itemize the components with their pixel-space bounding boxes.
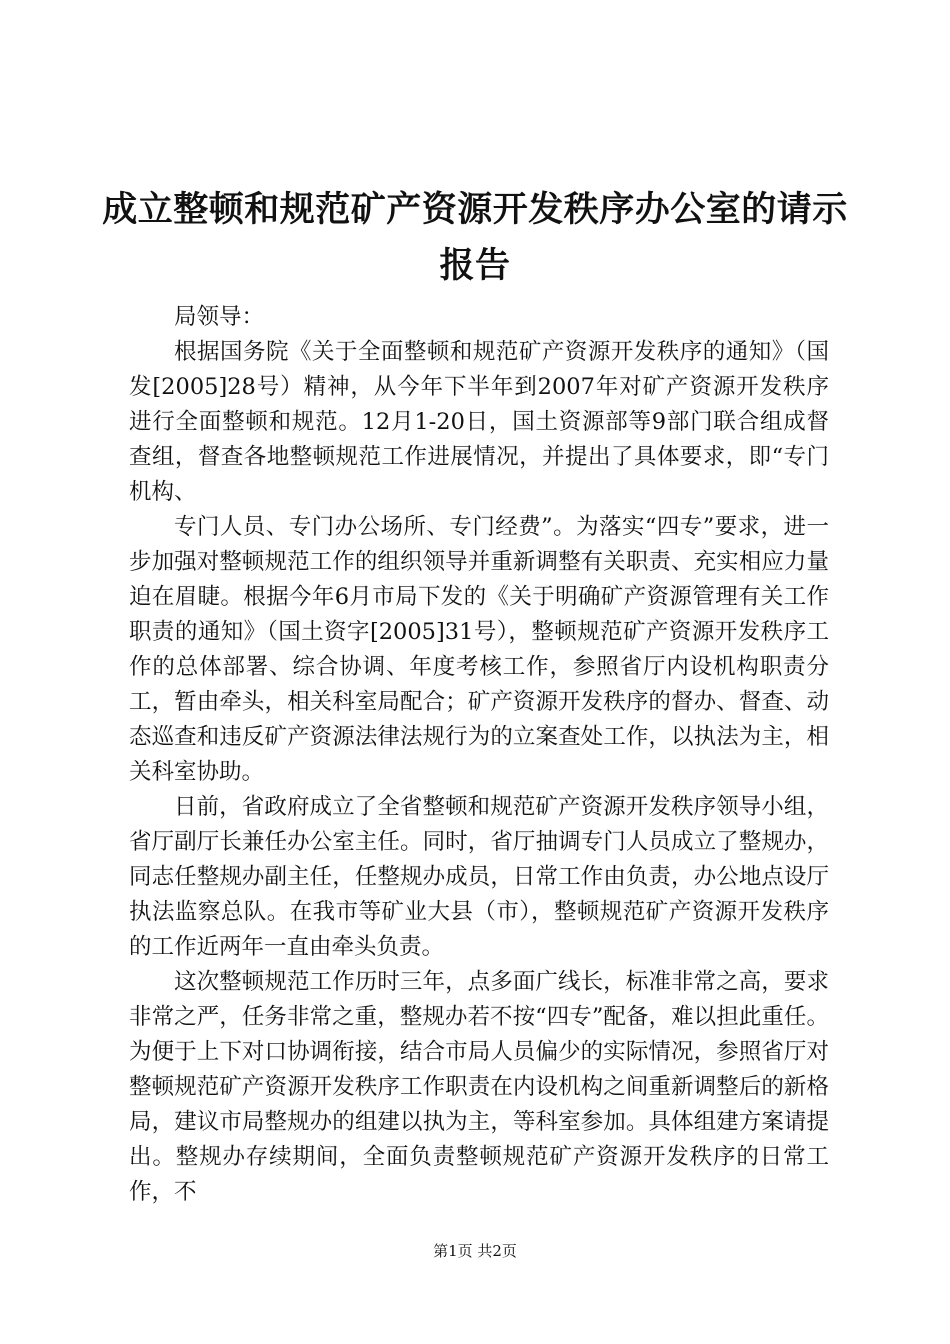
page-number: 第1页 共2页 xyxy=(433,1242,517,1260)
page-footer xyxy=(0,1241,950,1261)
paragraph-1: 根据国务院《关于全面整顿和规范矿产资源开发秩序的通知》（国发[2005]28号）精神，从今年下半年到2007年对矿产资源开发秩序进行全面整顿和规范。12月1-20日，国土资源部等9部门联合组成督查组，督查各地整顿规范工作进展情况，并提出了具体要求，即“专门机构、 xyxy=(129,339,829,505)
paragraph-3: 日前，省政府成立了全省整顿和规范矿产资源开发秩序领导小组，省厅副厅长兼任办公室主任。同时，省厅抽调专门人员成立了整规办，同志任整规办副主任，任整规办成员，日常工作由负责，办公地点设厅执法监察总队。在我市等矿业大县（市），整顿规范矿产资源开发秩序的工作近两年一直由牵头负责。 xyxy=(129,794,829,960)
document-body xyxy=(129,300,829,1210)
paragraph-4: 这次整顿规范工作历时三年，点多面广线长，标准非常之高，要求非常之严，任务非常之重，整规办若不按“四专”配备，难以担此重任。为便于上下对口协调衔接，结合市局人员偏少的实际情况，参照省厅对整顿规范矿产资源开发秩序工作职责在内设机构之间重新调整后的新格局，建议市局整规办的组建以执为主，等科室参加。具体组建方案请提出。整规办存续期间，全面负责整顿规范矿产资源开发秩序的日常工作，不 xyxy=(129,969,829,1205)
salutation: 局领导： xyxy=(174,304,265,330)
paragraph-2: 专门人员、专门办公场所、专门经费”。为落实“四专”要求，进一步加强对整顿规范工作的组织领导并重新调整有关职责、充实相应力量迫在眉睫。根据今年6月市局下发的《关于明确矿产资源管理有关工作职责的通知》（国土资字[2005]31号），整顿规范矿产资源开发秩序工作的总体部署、综合协调、年度考核工作，参照省厅内设机构职责分工，暂由牵头，相关科室局配合；矿产资源开发秩序的督办、督查、动态巡查和违反矿产资源法律法规行为的立案查处工作，以执法为主，相关科室协助。 xyxy=(129,514,829,785)
document-title: 成立整顿和规范矿产资源开发秩序办公室的请示报告 xyxy=(102,189,848,286)
